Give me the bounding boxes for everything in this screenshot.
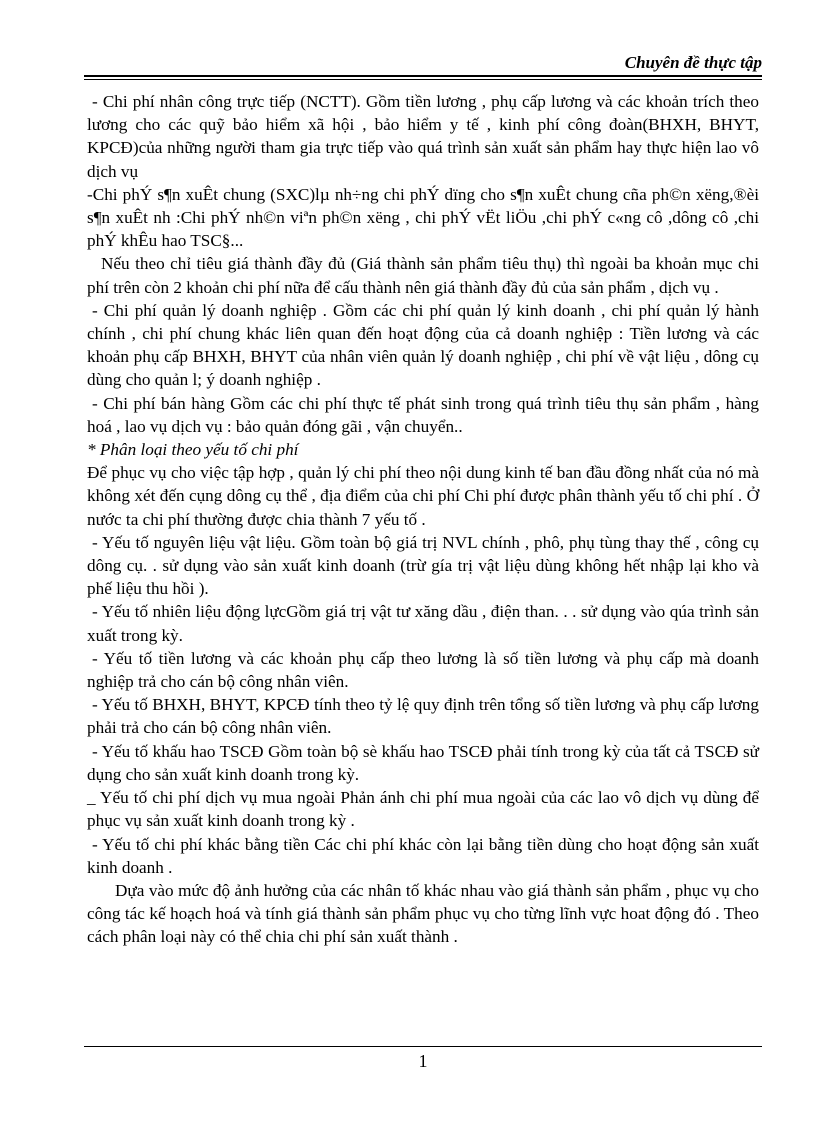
paragraph: - Yếu tố nhiên liệu động lựcGồm giá trị vật tư xăng dầu , điện than. . . sử dụng vào qúa trình sản xuất trong kỳ.	[87, 602, 759, 645]
paragraph: - Yếu tố chi phí khác bằng tiền Các chi phí khác còn lại bằng tiền dùng cho hoạt động sản xuất kinh doanh .	[87, 834, 759, 877]
paragraph: _ Yếu tố chi phí dịch vụ mua ngoài Phản ánh chi phí mua ngoài của các lao vô dịch vụ dùng để phục vụ sản xuất kinh doanh trong kỳ .	[87, 788, 759, 831]
page-header	[84, 50, 762, 78]
paragraph: - Yếu tố tiền lương và các khoản phụ cấp theo lương là số tiền lương và phụ cấp mà doanh nghiệp trả cho cán bộ công nhân viên.	[87, 648, 759, 692]
page-number: 1	[418, 1051, 428, 1071]
paragraph: -Chi phÝ s¶n xuÊt chung (SXC)lµ nh÷ng chi phÝ dïng cho s¶n xuÊt chung cña ph©n xëng,®èi s¶n xuÊt nh :Chi phÝ nh©n viªn ph©n xëng , chi phÝ vËt liÖu ,chi phÝ c«ng cô ,dông cô ,chi phÝ khÊu hao TSC§...	[87, 184, 759, 251]
paragraph: - Chi phí nhân công trực tiếp (NCTT). Gồm tiền lương , phụ cấp lương và các khoản trích theo lương cho các quỹ bảo hiểm xã hội , bảo hiểm y tế , kinh phí công đoàn(BHXH, BHYT, KPCĐ)của những người tham gia trực tiếp vào quá trình sản xuất sản phẩm hay thực hiện lao vô dịch vụ	[87, 92, 759, 181]
paragraph: - Chi phí quản lý doanh nghiệp . Gồm các chi phí quản lý kinh doanh , chi phí quản lý hành chính , chi phí chung khác liên quan đến hoạt động của cả doanh nghiệp : Tiền lương và các khoản phụ cấp BHXH, BHYT của nhân viên quản lý doanh nghiệp , chi phí về vật liệu , dông cụ dùng cho quản l; ý doanh nghiệp .	[87, 300, 759, 390]
document-body	[87, 90, 759, 949]
header-rule	[84, 75, 762, 77]
paragraph: - Yếu tố khấu hao TSCĐ Gồm toàn bộ sè khấu hao TSCĐ phải tính trong kỳ của tất cả TSCĐ sử dụng cho sản xuất kinh doanh trong kỳ.	[87, 741, 759, 784]
paragraph: - Yếu tố BHXH, BHYT, KPCĐ tính theo tỷ lệ quy định trên tổng số tiền lương và phụ cấp lương phải trả cho cán bộ công nhân viên.	[87, 695, 759, 738]
header-title: Chuyên đề thực tập	[624, 53, 762, 72]
paragraph: Nếu theo chỉ tiêu giá thành đầy đủ (Giá thành sản phẩm tiêu thụ) thì ngoài ba khoản mục chi phí trên còn 2 khoản chi phí nữa để cấu thành nên giá thành đầy đủ của sản phẩm , dịch vụ .	[87, 254, 759, 297]
section-subheading: * Phân loại theo yếu tố chi phí	[87, 440, 299, 460]
paragraph: Để phục vụ cho việc tập hợp , quản lý chi phí theo nội dung kinh tế ban đầu đồng nhất của nó mà không xét đến cụng dông cụ thể , địa điểm của chi phí Chi phí được phân thành yếu tố chi phí . Ở nước ta chi phí thường được chia thành 7 yếu tố .	[87, 463, 759, 529]
paragraph: - Yếu tố nguyên liệu vật liệu. Gồm toàn bộ giá trị NVL chính , phô, phụ tùng thay thế , công cụ dông cụ. . sử dụng vào sản xuất kinh doanh (trừ gía trị vật liệu dùng không hết nhập lại kho và phế liệu thu hồi ).	[87, 532, 759, 599]
paragraph: - Chi phí bán hàng Gồm các chi phí thực tế phát sinh trong quá trình tiêu thụ sản phẩm , hàng hoá , lao vụ dịch vụ : bảo quản đóng gãi , vận chuyển..	[87, 393, 759, 436]
footer-rule	[84, 1046, 762, 1047]
paragraph: Dựa vào mức độ ảnh hưởng của các nhân tố khác nhau vào giá thành sản phẩm , phục vụ cho công tác kế hoạch hoá và tính giá thành sản phẩm phục vụ cho từng lĩnh vực hoat động đó . Theo cách phân loại này có thể chia chi phí sản xuất thành .	[87, 880, 759, 947]
header-rule-secondary	[84, 79, 762, 80]
